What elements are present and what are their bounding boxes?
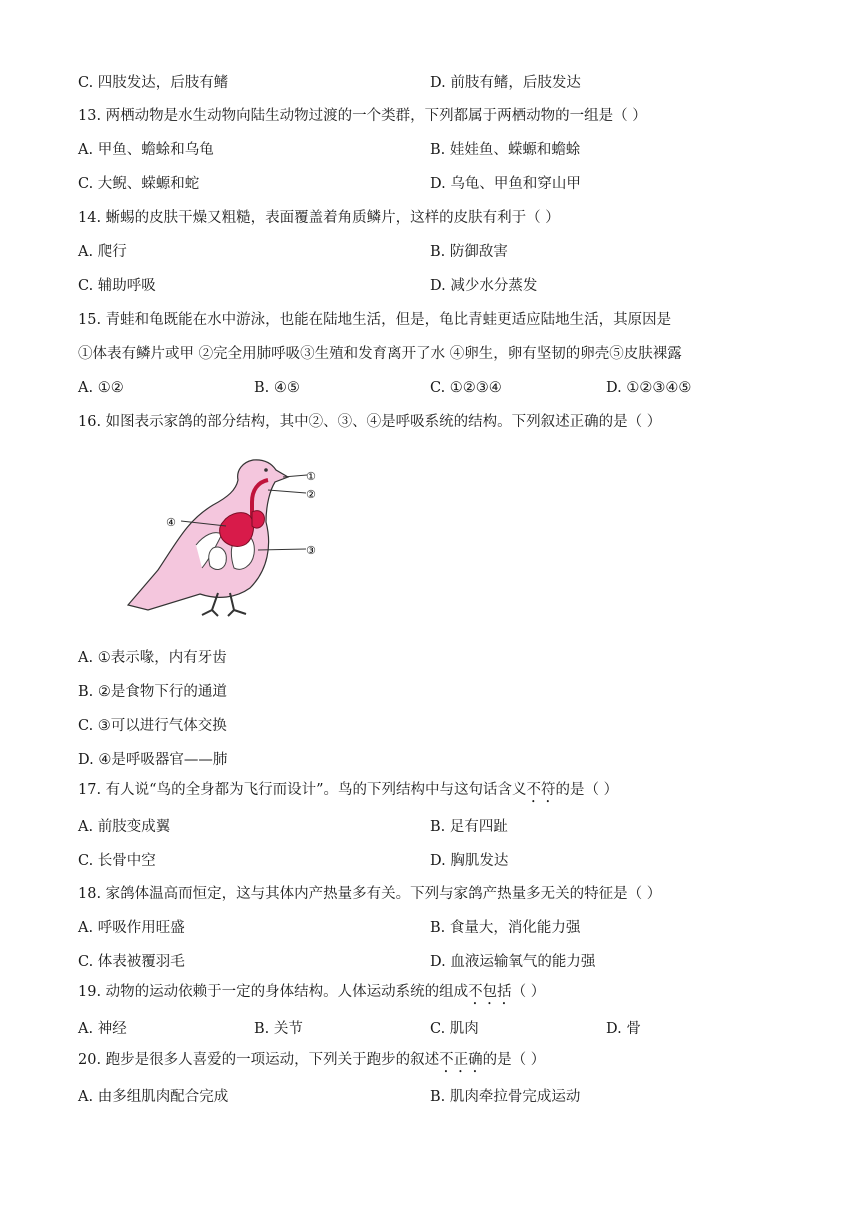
pigeon-eye	[264, 468, 268, 472]
q15-items: ①体表有鳞片或甲 ②完全用肺呼吸③生殖和发育离开了水 ④卵生，卵有坚韧的卵壳⑤皮肤裸露	[78, 346, 682, 362]
q13-option-d: D. 乌龟、甲鱼和穿山甲	[430, 176, 581, 192]
label-2: ②	[306, 488, 316, 501]
q13-option-a: A. 甲鱼、蟾蜍和乌龟	[78, 142, 214, 158]
q20-option-a: A. 由多组肌肉配合完成	[78, 1089, 229, 1105]
q12-option-d: D. 前肢有鳍，后肢发达	[430, 75, 581, 91]
q18-option-d: D. 血液运输氧气的能力强	[430, 954, 596, 970]
q17-options-row2	[0, 851, 860, 871]
label-4: ④	[166, 516, 176, 529]
q17-option-a: A. 前肢变成翼	[78, 819, 171, 835]
q17-stem-emphasis: 不符	[526, 782, 556, 798]
q17-option-c: C. 长骨中空	[78, 853, 156, 869]
pigeon-air-sac-mid	[209, 547, 227, 569]
q19-option-b: B. 关节	[254, 1021, 303, 1037]
q17-stem-paren: 的是（ ）	[555, 782, 619, 798]
label-1: ①	[306, 470, 316, 483]
q15-stem: 15. 青蛙和龟既能在水中游泳，也能在陆地生活，但是，龟比青蛙更适应陆地生活，其原因是	[78, 312, 672, 328]
q20-stem-paren: 的是（ ）	[482, 1052, 546, 1068]
q13-options-row1	[0, 140, 860, 160]
q17-stem	[78, 780, 618, 806]
q18-option-c: C. 体表被覆羽毛	[78, 954, 185, 970]
q20-options	[0, 1087, 860, 1107]
q14-options-row1	[0, 242, 860, 262]
q15-option-d: D. ①②③④⑤	[606, 380, 692, 396]
q14-option-b: B. 防御敌害	[430, 244, 508, 260]
q20-option-b: B. 肌肉牵拉骨完成运动	[430, 1089, 581, 1105]
q14-option-d: D. 减少水分蒸发	[430, 278, 538, 294]
q20-stem	[78, 1050, 545, 1076]
q15-option-c: C. ①②③④	[430, 380, 502, 396]
q19-options	[0, 1019, 860, 1039]
q19-option-a: A. 神经	[78, 1021, 127, 1037]
q18-options-row1	[0, 918, 860, 938]
q13-options-row2	[0, 174, 860, 194]
q20-stem-text: 20. 跑步是很多人喜爱的一项运动，下列关于跑步的叙述	[78, 1052, 440, 1068]
q18-option-b: B. 食量大，消化能力强	[430, 920, 581, 936]
q13-option-c: C. 大鲵、蝾螈和蛇	[78, 176, 200, 192]
q13-option-b: B. 娃娃鱼、蝾螈和蟾蜍	[430, 142, 581, 158]
q12-options	[0, 73, 860, 93]
q12-option-c: C. 四肢发达，后肢有鳍	[78, 75, 229, 91]
pigeon-lung-small	[252, 511, 264, 528]
q14-stem: 14. 蜥蜴的皮肤干燥又粗糙，表面覆盖着角质鳞片，这样的皮肤有利于（ ）	[78, 210, 560, 226]
q17-option-d: D. 胸肌发达	[430, 853, 509, 869]
q16-option-d: D. ④是呼吸器官——肺	[78, 752, 228, 768]
pigeon-diagram	[118, 450, 338, 620]
q16-option-b: B. ②是食物下行的通道	[78, 684, 227, 700]
q15-option-b: B. ④⑤	[254, 380, 300, 396]
q18-stem: 18. 家鸽体温高而恒定，这与其体内产热量多有关。下列与家鸽产热量多无关的特征是（ ）	[78, 886, 662, 902]
q15-option-a: A. ①②	[78, 380, 124, 396]
q20-stem-emphasis: 不正确	[439, 1052, 483, 1068]
q16-stem: 16. 如图表示家鸽的部分结构，其中②、③、④是呼吸系统的结构。下列叙述正确的是（ ）	[78, 414, 662, 430]
q17-option-b: B. 足有四趾	[430, 819, 508, 835]
q17-stem-text: 17. 有人说“鸟的全身都为飞行而设计”。鸟的下列结构中与这句话含义	[78, 782, 527, 798]
q16-option-c: C. ③可以进行气体交换	[78, 718, 227, 734]
label-3: ③	[306, 544, 316, 557]
q13-stem: 13. 两栖动物是水生动物向陆生动物过渡的一个类群，下列都属于两栖动物的一组是（ ）	[78, 108, 647, 124]
q18-option-a: A. 呼吸作用旺盛	[78, 920, 185, 936]
leader-line-2	[268, 490, 306, 493]
q14-option-c: C. 辅助呼吸	[78, 278, 156, 294]
q15-options	[0, 378, 860, 398]
q19-stem-text: 19. 动物的运动依赖于一定的身体结构。人体运动系统的组成	[78, 984, 469, 1000]
q19-stem-emphasis: 不包括	[468, 984, 512, 1000]
q19-option-d: D. 骨	[606, 1021, 641, 1037]
q19-stem	[78, 982, 545, 1008]
q17-options-row1	[0, 817, 860, 837]
q18-options-row2	[0, 952, 860, 972]
q14-options-row2	[0, 276, 860, 296]
q19-option-c: C. 肌肉	[430, 1021, 479, 1037]
q14-option-a: A. 爬行	[78, 244, 127, 260]
q19-stem-paren: （ ）	[511, 984, 546, 1000]
q16-option-a: A. ①表示喙，内有牙齿	[78, 650, 227, 666]
